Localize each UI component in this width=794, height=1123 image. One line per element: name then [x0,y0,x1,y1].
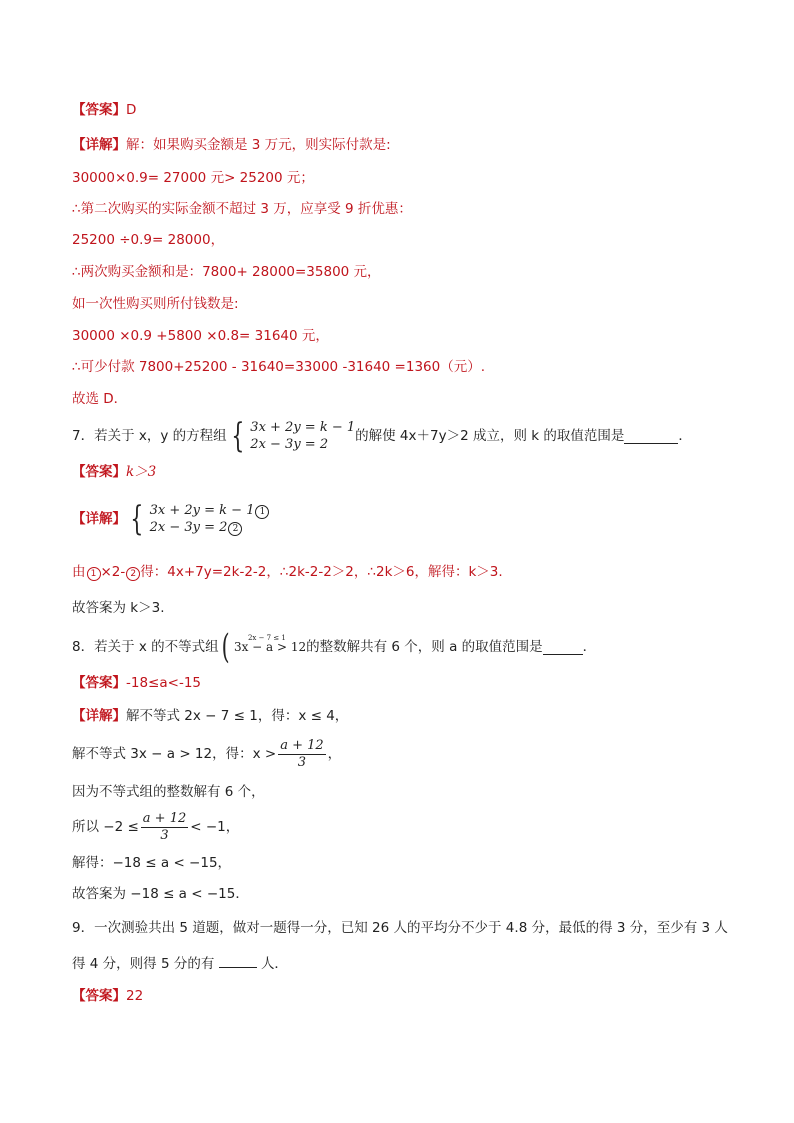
circled-2-icon: 2 [228,522,242,536]
q9-question-line-2 [72,953,288,974]
fraction-denominator: 3 [297,754,307,770]
q9-question-line-1: 9．一次测验共出 5 道题，做对一题得一分，已知 26 人的平均分不少于 4.8 分，最低的得 3 分，至少有 3 人 [72,920,728,936]
a6-step-7: 30000 ×0.9 +5800 ×0.8= 31640 元， [72,328,329,344]
fraction [141,811,188,844]
detail-tag: 【详解】 [72,708,126,724]
q7-answer-blank [624,429,678,444]
q7-answer-line [72,462,156,482]
q7-detail-eq1: 3x + 2y = k − 1 [149,503,255,518]
q9-answer-blank [219,953,257,968]
q8-pre: 8．若关于 x 的不等式组 [72,639,219,655]
answer-value: D [126,102,137,118]
q8-conclusion: 故答案为 −18 ≤ a < −15． [72,886,249,902]
answer-tag: 【答案】 [72,988,126,1004]
q7-pre: 7．若关于 x，y 的方程组 [72,428,227,444]
fraction [278,738,325,771]
q8-inequality-system [219,627,307,667]
q7-post: 的解使 4x＋7y＞2 成立，则 k 的取值范围是 [355,428,625,444]
q8-answer-blank [543,640,583,655]
fraction-numerator: a + 12 [280,737,324,753]
detail-text: 解：如果购买金额是 3 万元，则实际付款是: [126,137,391,153]
q7-step-pre: 由 [72,564,86,580]
q8-detail-4-pre: 所以 −2 ≤ [72,819,139,835]
q9-answer-line [72,986,143,1006]
q7-detail-line [72,498,269,540]
fraction-denominator: 3 [160,827,169,843]
a6-step-3: ∴第二次购买的实际金额不超过 3 万，应享受 9 折优惠： [72,201,412,217]
q8-overlap-eq: 2x − 7 ≤ 1 [247,634,286,642]
q9-pre: 得 4 分，则得 5 分的有 [72,956,215,972]
q7-question [72,416,692,456]
a6-detail-line [72,135,391,155]
detail-tag: 【详解】 [72,137,126,153]
answer-tag: 【答案】 [72,102,126,118]
q7-detail-eq2: 2x − 3y = 2 [149,520,228,535]
q7-end: ． [678,428,692,444]
answer-value: 22 [126,988,144,1004]
q9-post: 人． [260,956,288,972]
q8-end: ． [582,639,597,655]
circled-1-icon: 1 [87,567,101,581]
q8-question [72,627,597,667]
a6-step-8: ∴可少付款 7800+25200 - 31640=33000 -31640 =1360（元）. [72,359,486,375]
q8-answer-line [72,673,201,693]
q7-eq1: 3x + 2y = k − 1 [250,420,356,435]
answer-tag: 【答案】 [72,675,126,691]
brace-icon: ( [221,627,230,667]
q7-step-mid: ×2- [100,564,126,580]
q7-step-post: 得：4x+7y=2k-2-2，∴2k-2-2＞2，∴2k＞6，解得：k＞3. [140,564,503,580]
q7-detail-system [126,499,269,539]
a6-answer-line [72,100,136,120]
a6-step-6: 如一次性购买则所付钱数是: [72,296,239,312]
circled-1-icon: 1 [255,505,269,519]
q8-detail-4-post: < −1， [190,819,240,835]
answer-value: -18≤a<-15 [126,675,201,691]
circled-2-icon: 2 [126,567,140,581]
q8-detail-2-post: ， [327,746,342,762]
q8-detail-2-pre: 解不等式 3x − a > 12，得：x > [72,746,277,762]
q7-step [72,562,503,582]
q8-detail-3: 因为不等式组的整数解有 6 个， [72,784,265,800]
fraction-numerator: a + 12 [142,810,187,826]
q7-equation-system [227,416,356,456]
q8-detail-2 [72,736,341,772]
brace-icon: { [230,416,244,456]
q7-conclusion: 故答案为 k＞3. [72,600,165,616]
a6-step-4: 25200 ÷0.9= 28000， [72,232,225,248]
a6-step-9: 故选 D． [72,391,128,407]
detail-tag: 【详解】 [72,511,126,527]
q8-post: 的整数解共有 6 个，则 a 的取值范围是 [306,639,543,655]
q7-eq2: 2x − 3y = 2 [250,437,329,452]
q8-eq2: 3x − a > 12 [233,640,307,654]
brace-icon: { [130,499,144,539]
answer-tag: 【答案】 [72,464,126,480]
a6-step-2: 30000×0.9= 27000 元> 25200 元； [72,170,314,186]
answer-value: k＞3 [126,464,157,480]
q8-detail-1: 解不等式 2x − 7 ≤ 1，得：x ≤ 4， [126,708,349,724]
a6-step-5: ∴两次购买金额和是：7800+ 28000=35800 元， [72,264,381,280]
q8-detail-5: 解得：−18 ≤ a < −15， [72,855,232,871]
q8-detail-line [72,706,348,726]
q8-detail-4 [72,808,239,846]
